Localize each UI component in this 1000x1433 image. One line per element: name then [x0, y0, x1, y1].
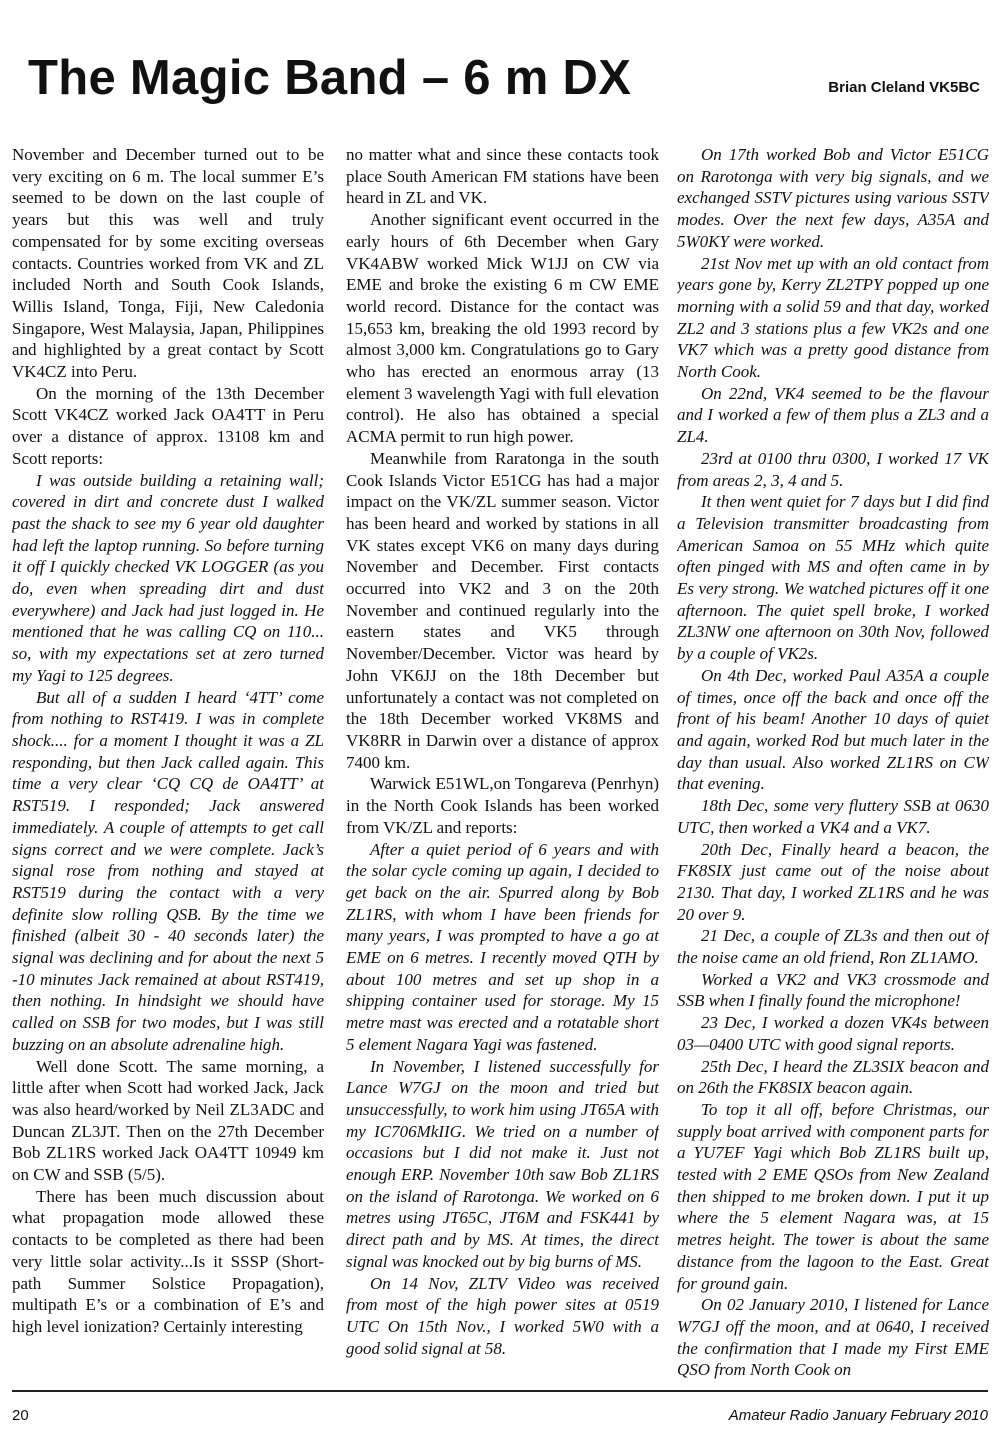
- paragraph: To top it all off, before Christmas, our supply boat arrived with component parts for a YU7EF Yagi which Bob ZL1RS built up, tested with 2 EME QSOs from New Zealand then shipped to me broken down. I put it up where the 5 element Nagara was, at 15 metres height. The tower is about the same distance from the lagoon to the East. Great for ground gain.: [677, 1099, 989, 1293]
- paragraph: In November, I listened successfully for Lance W7GJ on the moon and tried but unsuccessfully, to work him using JT65A with my IC706MkIIG. We tried on a number of occasions but I did not make it. Just not enough ERP. November 10th saw Bob ZL1RS on the island of Rarotonga. We worked on 6 metres using JT65C, JT6M and FSK441 by direct path and by MS. At times, the direct signal was knocked out by big burns of MS.: [346, 1056, 659, 1271]
- paragraph: no matter what and since these contacts took place South American FM stations have been heard in ZL and VK.: [346, 145, 659, 208]
- article-title: The Magic Band – 6 m DX: [28, 51, 632, 105]
- paragraph: Meanwhile from Raratonga in the south Cook Islands Victor E51CG has had a major impact on the VK/ZL summer season. Victor has been heard and worked by stations in all VK states except VK6 on many days during November and December. First contacts occurred into VK2 and 3 on the 20th November and continued regularly into the eastern states and VK5 through November/December. Victor was heard by John VK6JJ on the 18th December but unfortunately a contact was not completed on the 18th December worked VK8MS and VK8RR in Darwin over a distance of approx 7400 km.: [346, 448, 659, 772]
- text-column-2: [346, 144, 659, 1384]
- paragraph: 23rd at 0100 thru 0300, I worked 17 VK from areas 2, 3, 4 and 5.: [677, 448, 989, 490]
- paragraph: 20th Dec, Finally heard a beacon, the FK8SIX just came out of the noise about 2130. That day, I worked ZL1RS and he was 20 over 9.: [677, 839, 989, 924]
- paragraph: Another significant event occurred in the early hours of 6th December when Gary VK4ABW worked Mick W1JJ on CW via EME and broke the existing 6 m CW EME world record. Distance for the contact was 15,653 km, breaking the old 1993 record by almost 3,000 km. Congratulations go to Gary who has erected an enormous array (13 element 3 wavelength Yagi with full elevation control). He also has obtained a special ACMA permit to run high power.: [346, 210, 659, 447]
- paragraph: On 02 January 2010, I listened for Lance W7GJ off the moon, and at 0640, I received the confirmation that I made my First EME QSO from North Cook on: [677, 1295, 989, 1380]
- text-column-3: [677, 144, 989, 1384]
- paragraph: On 4th Dec, worked Paul A35A a couple of times, once off the back and once off the front of his beam! Another 10 days of quiet and again, worked Rod but much later in the day than usual. Also worked ZL1RS on CW that evening.: [677, 665, 989, 794]
- paragraph: November and December turned out to be very exciting on 6 m. The local summer E’s seemed to be down on the last couple of years but this was well and truly compensated for by some exciting overseas contacts. Countries worked from VK and ZL included North and South Cook Islands, Willis Island, Tonga, Fiji, New Caledonia Singapore, West Malaysia, Japan, Philippines and highlighted by a great contact by Scott VK4CZ into Peru.: [12, 145, 324, 382]
- paragraph: On 17th worked Bob and Victor E51CG on Rarotonga with very big signals, and we exchanged SSTV pictures using various SSTV modes. Over the next few days, A35A and 5W0KY were worked.: [677, 145, 989, 251]
- text-column-1: [12, 144, 324, 1384]
- paragraph: Warwick E51WL,on Tongareva (Penrhyn) in the North Cook Islands has been worked from VK/ZL and reports:: [346, 774, 659, 837]
- footer-rule: [12, 1390, 988, 1392]
- paragraph: On 14 Nov, ZLTV Video was received from most of the high power sites at 0519 UTC On 15th Nov., I worked 5W0 with a good solid signal at 58.: [346, 1273, 659, 1358]
- page-number: 20: [12, 1407, 29, 1424]
- paragraph: On the morning of the 13th December Scott VK4CZ worked Jack OA4TT in Peru over a distance of approx. 13108 km and Scott reports:: [12, 383, 324, 468]
- paragraph: Worked a VK2 and VK3 crossmode and SSB when I finally found the microphone!: [677, 969, 989, 1011]
- publication-footer: Amateur Radio January February 2010: [728, 1407, 988, 1424]
- paragraph: On 22nd, VK4 seemed to be the flavour and I worked a few of them plus a ZL3 and a ZL4.: [677, 383, 989, 447]
- paragraph: Well done Scott. The same morning, a little after when Scott had worked Jack, Jack was also heard/worked by Neil ZL3ADC and Duncan ZL3JT. Then on the 27th December Bob ZL1RS worked Jack OA4TT 10949 km on CW and SSB (5/5).: [12, 1056, 324, 1185]
- paragraph: There has been much discussion about what propagation mode allowed these contacts to be completed as there had been very little solar activity...Is it SSSP (Short-path Summer Solstice Propagation), multipath E’s or a combination of E’s and high level ionization? Certainly interesting: [12, 1186, 324, 1336]
- paragraph: 21st Nov met up with an old contact from years gone by, Kerry ZL2TPY popped up one morning with a solid 59 and that day, worked ZL2 and 3 stations plus a few VK2s and one VK7 which was a pretty good distance from North Cook.: [677, 253, 989, 382]
- paragraph: 18th Dec, some very fluttery SSB at 0630 UTC, then worked a VK4 and a VK7.: [677, 796, 989, 837]
- paragraph: 21 Dec, a couple of ZL3s and then out of the noise came an old friend, Ron ZL1AMO.: [677, 926, 989, 968]
- paragraph: 23 Dec, I worked a dozen VK4s between 03—0400 UTC with good signal reports.: [677, 1013, 989, 1054]
- paragraph: 25th Dec, I heard the ZL3SIX beacon and on 26th the FK8SIX beacon again.: [677, 1056, 989, 1098]
- paragraph: But all of a sudden I heard ‘4TT’ come from nothing to RST419. I was in complete shock.... for a moment I thought it was a ZL responding, but then Jack called again. This time a very clear ‘CQ CQ de OA4TT’ at RST519. I responded; Jack answered immediately. A couple of attempts to get call signs correct and we were complete. Jack’s signal rose from nothing and stayed at RST519 during the contact with a very definite slow rolling QSB. By the time we finished (albeit 30 - 40 seconds later) the signal was declining and for about the next 5 -10 minutes Jack remained at about RST419, then nothing. In hindsight we should have called on SSB for two modes, but I was still buzzing on an absolute adrenaline high.: [12, 687, 324, 1054]
- paragraph: After a quiet period of 6 years and with the solar cycle coming up again, I decided to get back on the air. Spurred along by Bob ZL1RS, with whom I have been friends for many years, I was prompted to have a go at EME on 6 metres. I recently moved QTH by about 100 metres and set up shop in a shipping container used for storage. My 15 metre mast was erected and a rotatable short 5 element Nagara Yagi was fastened.: [346, 839, 659, 1054]
- paragraph: It then went quiet for 7 days but I did find a Television transmitter broadcasting from American Samoa on 55 MHz which quite often pinged with MS and often came in by Es very strong. We watched pictures off it one afternoon. The quiet spell broke, I worked ZL3NW one afternoon on 30th Nov, followed by a couple of VK2s.: [677, 492, 989, 664]
- paragraph: I was outside building a retaining wall; covered in dirt and concrete dust I walked past the shack to see my 6 year old daughter had left the laptop running. So before turning it off I quickly checked VK LOGGER (as you do, even when spreading dirt and dust everywhere) and Jack had just logged in. He mentioned that he was calling CQ on 110... so, with my expectations set at zero turned my Yagi to 125 degrees.: [12, 470, 324, 685]
- author-byline: Brian Cleland VK5BC: [828, 79, 980, 96]
